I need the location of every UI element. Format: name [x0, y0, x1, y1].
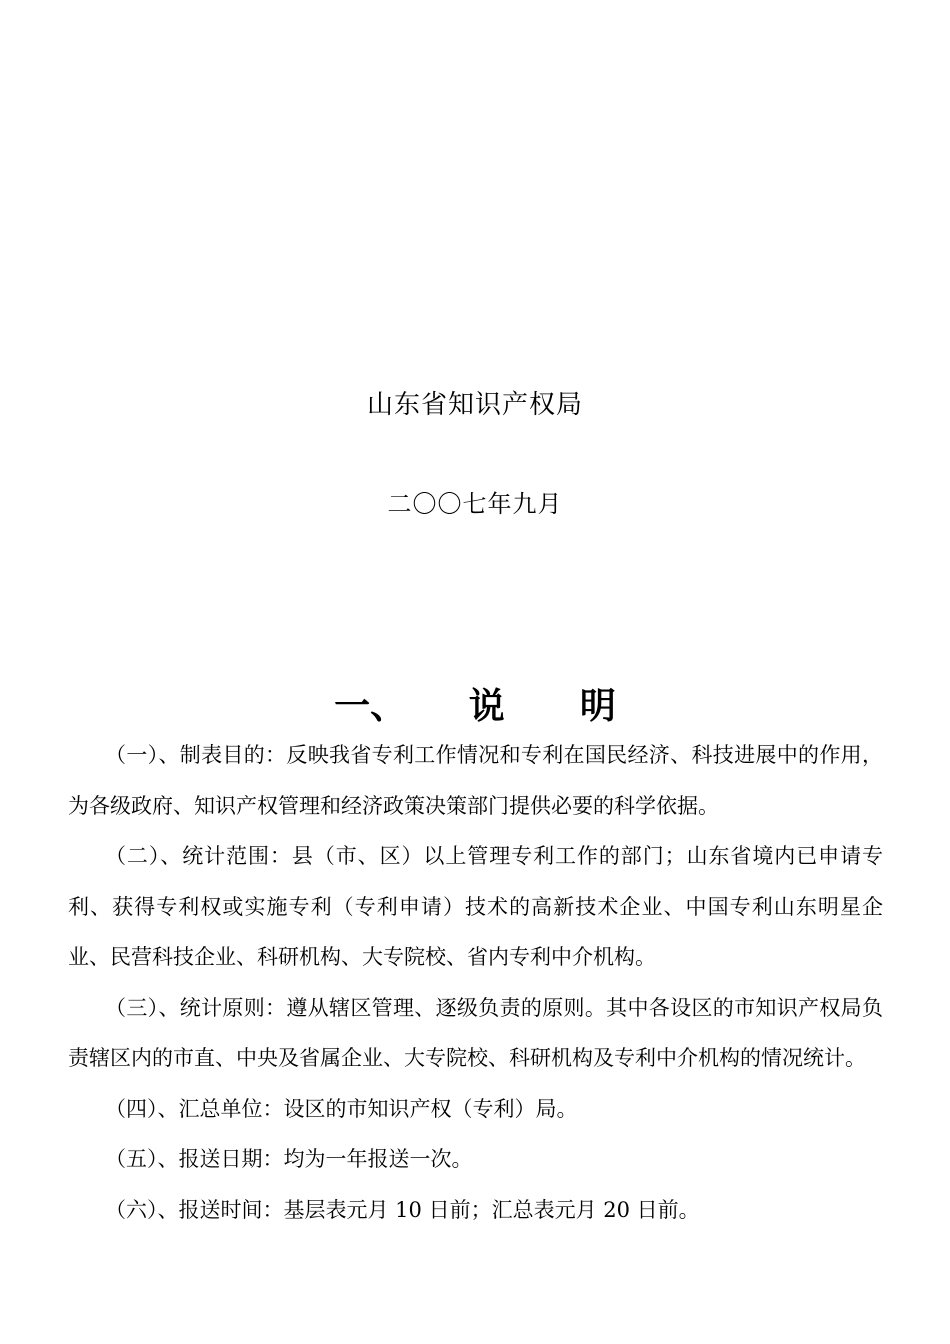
paragraph-purpose: （一）、制表目的：反映我省专利工作情况和专利在国民经济、科技进展中的作用，为各级政府、知识产权管理和经济政策决策部门提供必要的科学依据。 [68, 743, 883, 818]
paragraph-report-deadline: （六）、报送时间：基层表元月 10 日前；汇总表元月 20 日前。 [105, 1197, 700, 1222]
explanation-body [68, 730, 883, 1235]
paragraph-summary-unit: （四）、汇总单位：设区的市知识产权（专利）局。 [105, 1096, 578, 1121]
organization-name: 山东省知识产权局 [366, 390, 583, 420]
paragraph-report-frequency: （五）、报送日期：均为一年报送一次。 [105, 1147, 473, 1171]
section-heading: 一、 说 明 [334, 685, 616, 727]
document-date: 二〇〇七年九月 [387, 490, 563, 518]
paragraph-principle: （三）、统计原则：遵从辖区管理、逐级负责的原则。其中各设区的市知识产权局负责辖区内的市直、中央及省属企业、大专院校、科研机构及专利中介机构的情况统计。 [68, 995, 883, 1070]
paragraph-scope: （二）、统计范围：县（市、区）以上管理专利工作的部门；山东省境内已申请专利、获得专利权或实施专利（专利申请）技术的高新技术企业、中国专利山东明星企业、民营科技企业、科研机构、大专院校、省内专利中介机构。 [68, 844, 883, 969]
